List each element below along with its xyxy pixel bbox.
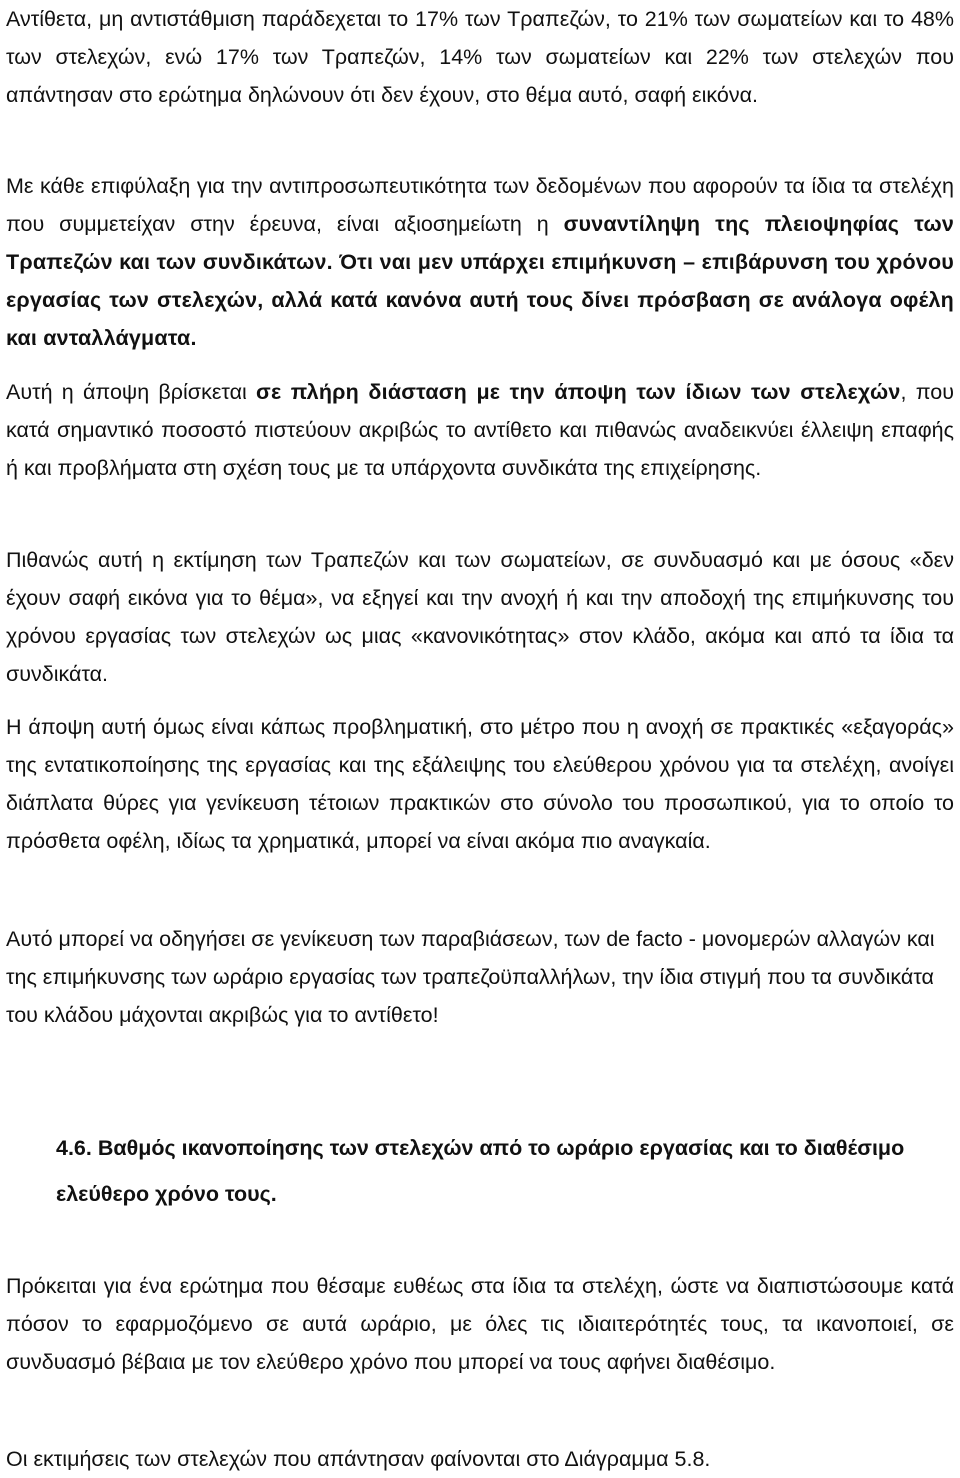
paragraph-divergence-text-end: , που κατά σημαντικό ποσοστό πιστεύουν ακριβώς το αντίθετο και πιθανώς αναδεικνύει έλλειψη επαφής ή και προβλήματα στη σχέση τους με τα υπάρχοντα συνδικάτα της επιχείρησης. bbox=[6, 380, 954, 480]
paragraph-problematic: Η άποψη αυτή όμως είναι κάπως προβληματική, στο μέτρο που η ανοχή σε πρακτικές «εξαγοράς» της εντατικοποίησης της εργασίας και της εξάλειψης του ελεύθερου χρόνου για τα στελέχη, ανοίγει διάπλατα θύρες για γενίκευση τέτοιων πρακτικών στο σύνολο του προσωπικού, για το οποίο το πρόσθετα οφέλη, ιδίως τα χρηματικά, μπορεί να είναι ακόμα πιο αναγκαία. bbox=[6, 715, 954, 853]
paragraph-compensation-stats: Αντίθετα, μη αντιστάθμιση παράδεχεται το 17% των Τραπεζών, το 21% των σωματείων και το 48% των στελεχών, ενώ 17% των Τραπεζών, 14% των σωματείων και 22% των στελεχών που απάντησαν στο ερώτημα δηλώνουν ότι δεν έχουν, στο θέμα αυτό, σαφή εικόνα. bbox=[6, 7, 954, 107]
paragraph-consensus-bold: συναντίληψη της πλειοψηφίας των Τραπεζών και των συνδικάτων. Ότι ναι μεν υπάρχει επιμήκυνση – επιβάρυνση του χρόνου εργασίας των στελεχών, αλλά κατά κανόνα αυτή τους δίνει πρόσβαση σε ανάλογα οφέλη και ανταλλάγματα. bbox=[6, 212, 954, 350]
paragraph-tolerance: Πιθανώς αυτή η εκτίμηση των Τραπεζών και των σωματείων, σε συνδυασμό και με όσους «δεν έχουν σαφή εικόνα για το θέμα», να εξηγεί και την ανοχή ή και την αποδοχή της επιμήκυνσης του χρόνου εργασίας των στελεχών ως μιας «κανονικότητας» στον κλάδο, ακόμα και από τα ίδια τα συνδικάτα. bbox=[6, 548, 954, 686]
paragraph-question: Πρόκειται για ένα ερώτημα που θέσαμε ευθέως στα ίδια τα στελέχη, ώστε να διαπιστώσουμε κατά πόσον το εφαρμοζόμενο σε αυτά ωράριο, με όλες τις ιδιαιτερότητές τους, τα ικανοποιεί, σε συνδυασμό βέβαια με τον ελεύθερο χρόνο που μπορεί να τους αφήνει διαθέσιμο. bbox=[6, 1274, 954, 1374]
paragraph-consensus-text: Με κάθε επιφύλαξη για την αντιπροσωπευτικότητα των δεδομένων που αφορούν τα ίδια τα στελέχη που συμμετείχαν στην έρευνα, είναι αξιοσημείωτη η bbox=[6, 174, 954, 236]
paragraph-consensus bbox=[6, 167, 954, 357]
section-heading: 4.6. Βαθμός ικανοποίησης των στελεχών από το ωράριο εργασίας και το διαθέσιμο ελεύθερο χρόνο τους. bbox=[56, 1136, 905, 1206]
paragraph-divergence bbox=[6, 373, 954, 487]
paragraph-generalisation: Αυτό μπορεί να οδηγήσει σε γενίκευση των παραβιάσεων, των de facto - μονομερών αλλαγών και της επιμήκυνσης των ωράριο εργασίας των τραπεζοϋπαλλήλων, την ίδια στιγμή που τα συνδικάτα του κλάδου μάχονται ακριβώς για το αντίθετο! bbox=[6, 927, 935, 1027]
paragraph-divergence-text-start: Αυτή η άποψη βρίσκεται bbox=[6, 380, 257, 404]
paragraph-diagram-reference: Οι εκτιμήσεις των στελεχών που απάντησαν φαίνονται στο Διάγραμμα 5.8. bbox=[6, 1447, 711, 1471]
paragraph-divergence-bold: σε πλήρη διάσταση με την άποψη των ίδιων των στελεχών bbox=[256, 380, 901, 404]
